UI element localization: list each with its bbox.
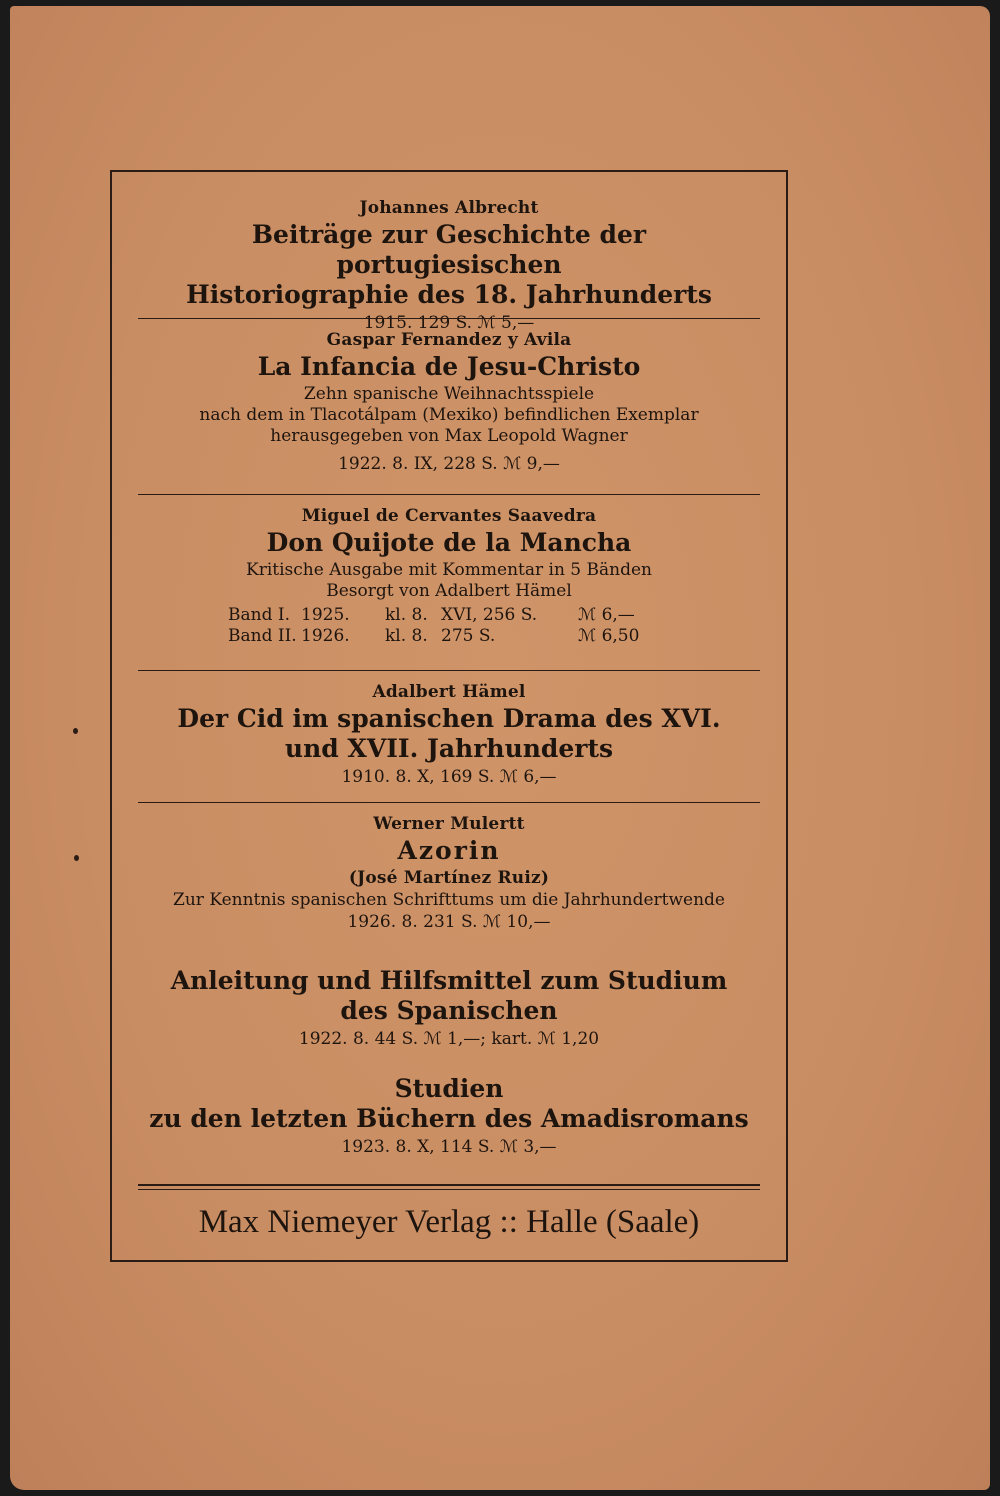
book-subtitle-line: Besorgt von Adalbert Hämel (326, 581, 572, 601)
book-title-line: und XVII. Jahrhunderts (284, 734, 614, 763)
volume-pages: 275 S. (441, 626, 496, 646)
book-author: Miguel de Cervantes Saavedra (301, 506, 597, 526)
book-subtitle-line: Kritische Ausgabe mit Kommentar in 5 Bänden (246, 560, 652, 580)
double-rule (138, 1184, 760, 1190)
book-entry-haemel (138, 680, 760, 788)
book-entry-mulertt (138, 812, 760, 933)
book-title-line: Der Cid im spanischen Drama des XVI. (177, 704, 721, 733)
book-imprint: 1915. 129 S. ℳ 5,— (363, 313, 535, 333)
section-divider (138, 318, 760, 319)
volume-row (138, 625, 760, 647)
book-entry-fernandez (138, 328, 760, 475)
book-title-line: Historiographie des 18. Jahrhunderts (186, 280, 712, 309)
book-entry-anleitung (138, 966, 760, 1050)
book-title: La Infancia de Jesu-Christo (257, 352, 641, 381)
section-divider (138, 802, 760, 803)
book-author: Gaspar Fernandez y Avila (326, 330, 572, 350)
book-imprint: 1922. 8. 44 S. ℳ 1,—; kart. ℳ 1,20 (298, 1029, 600, 1049)
publisher-imprint: Max Niemeyer Verlag :: Halle (Saale) (198, 1204, 700, 1240)
book-title: Don Quijote de la Mancha (266, 528, 632, 557)
section-divider (138, 670, 760, 671)
volume-format: kl. 8. (385, 605, 428, 625)
book-author: Werner Mulertt (373, 814, 525, 834)
book-subtitle-line: nach dem in Tlacotálpam (Mexiko) befindlichen Exemplar (199, 405, 699, 425)
book-subtitle: Zur Kenntnis spanischen Schrifttums um die Jahrhundertwende (173, 890, 725, 910)
volume-price: ℳ 6,50 (578, 626, 640, 646)
book-entry-cervantes (138, 504, 760, 648)
book-imprint: 1910. 8. X, 169 S. ℳ 6,— (341, 767, 557, 787)
book-title-line: Anleitung und Hilfsmittel zum Studium (170, 966, 728, 995)
volume-table (138, 604, 760, 648)
volume-row (138, 604, 760, 626)
book-subtitle-line: herausgegeben von Max Leopold Wagner (270, 426, 628, 446)
advertisement-frame (110, 170, 788, 1262)
ink-speck (74, 855, 79, 861)
book-title-line: Studien (394, 1074, 504, 1103)
book-title-line: Beiträge zur Geschichte der portugiesischen (251, 220, 647, 279)
book-entry-albrecht (138, 196, 760, 334)
volume-year: 1926. (301, 626, 350, 646)
volume-band: Band I. (228, 605, 290, 625)
book-title-line: zu den letzten Büchern des Amadisromans (149, 1104, 749, 1133)
section-divider (138, 494, 760, 495)
book-title-line: des Spanischen (340, 996, 558, 1025)
book-subtitle-line: Zehn spanische Weihnachtsspiele (303, 384, 595, 404)
book-imprint: 1926. 8. 231 S. ℳ 10,— (347, 912, 551, 932)
volume-year: 1925. (301, 605, 350, 625)
book-author: Adalbert Hämel (372, 682, 526, 702)
book-imprint: 1923. 8. X, 114 S. ℳ 3,— (341, 1137, 557, 1157)
volume-price: ℳ 6,— (578, 605, 635, 625)
book-imprint: 1922. 8. IX, 228 S. ℳ 9,— (338, 454, 560, 474)
volume-pages: XVI, 256 S. (441, 605, 538, 625)
book-entry-studien (138, 1074, 760, 1158)
book-author: Johannes Albrecht (359, 198, 539, 218)
ink-speck (73, 728, 78, 734)
volume-band: Band II. (228, 626, 297, 646)
volume-format: kl. 8. (385, 626, 428, 646)
book-title-note: (José Martínez Ruiz) (348, 868, 550, 888)
book-title: Azorin (397, 836, 501, 865)
